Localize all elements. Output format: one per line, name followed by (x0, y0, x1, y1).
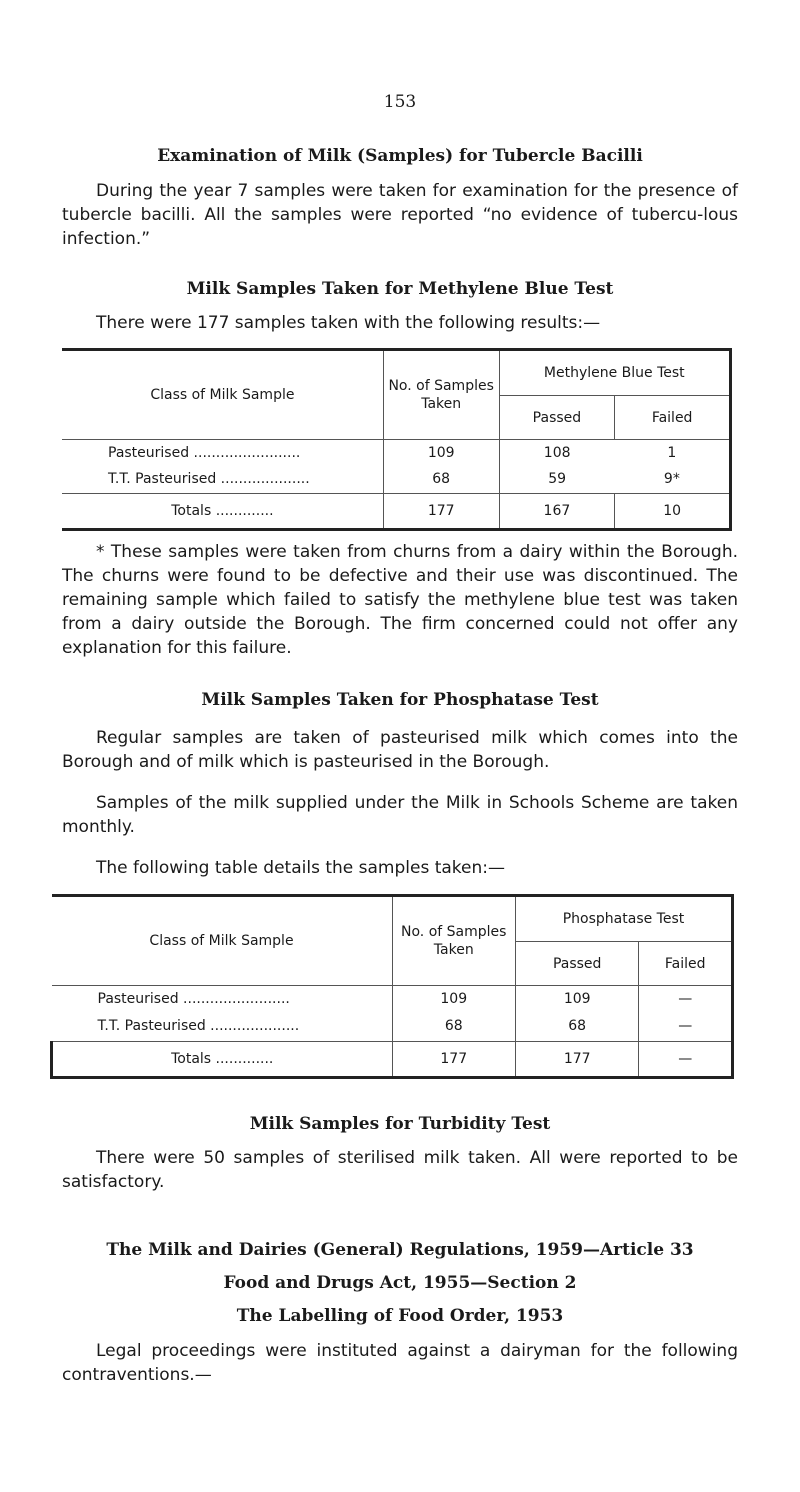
row-class: Pasteurised ........................ (108, 444, 301, 461)
totals-samples: 177 (383, 494, 499, 530)
row-passed: 68 (515, 1012, 638, 1042)
phosphatase-table (50, 894, 734, 1079)
row-failed: — (639, 1012, 733, 1042)
heading-turbidity: Milk Samples for Turbidity Test (249, 1114, 551, 1134)
paragraph-tubercle-bacilli: During the year 7 samples were taken for examination for the presence of tubercle bacilli. All the samples were reported “no evidence of tubercu-lous infection.” (62, 181, 738, 249)
heading-methylene-blue: Milk Samples Taken for Methylene Blue Test (186, 279, 614, 299)
heading-milk-dairies-regulations: The Milk and Dairies (General) Regulations, 1959—Article 33 (106, 1240, 694, 1260)
table-row (62, 440, 731, 466)
totals-row (52, 1042, 733, 1078)
header-samples-taken: No. of Samples Taken (392, 896, 515, 986)
totals-failed: — (639, 1042, 733, 1078)
heading-phosphatase: Milk Samples Taken for Phosphatase Test (201, 690, 599, 710)
header-phosphatase-group: Phosphatase Test (515, 896, 732, 942)
header-class: Class of Milk Sample (52, 896, 393, 986)
row-failed: 9* (615, 466, 731, 494)
row-passed: 59 (499, 466, 615, 494)
totals-samples: 177 (392, 1042, 515, 1078)
heading-labelling-order: The Labelling of Food Order, 1953 (236, 1306, 564, 1326)
table-row (62, 466, 731, 494)
row-samples: 109 (392, 986, 515, 1012)
totals-row (62, 494, 731, 530)
paragraph-phosphatase-1: Regular samples are taken of pasteurised milk which comes into the Borough and of milk which is pasteurised in the Borough. (62, 728, 738, 772)
totals-passed: 167 (499, 494, 615, 530)
paragraph-phosphatase-3: The following table details the samples taken:— (96, 858, 506, 878)
header-methylene-group: Methylene Blue Test (499, 350, 730, 396)
footnote-methylene: * These samples were taken from churns from a dairy within the Borough. The churns were found to be defective and their use was discontinued. The remaining sample which failed to satisfy the methylene blue test was taken from a dairy outside the Borough. The firm concerned could not offer any explanation for this failure. (62, 542, 738, 658)
header-passed: Passed (515, 942, 638, 986)
totals-label: Totals ............. (52, 1042, 393, 1078)
header-samples-taken: No. of Samples Taken (383, 350, 499, 440)
row-passed: 109 (515, 986, 638, 1012)
paragraph-turbidity: There were 50 samples of sterilised milk taken. All were reported to be satisfactory. (62, 1148, 738, 1192)
header-passed: Passed (499, 396, 615, 440)
paragraph-methylene-intro: There were 177 samples taken with the following results:— (96, 313, 601, 333)
row-samples: 68 (392, 1012, 515, 1042)
totals-failed: 10 (615, 494, 731, 530)
row-samples: 109 (383, 440, 499, 466)
row-class: Pasteurised ........................ (97, 990, 290, 1007)
row-class: T.T. Pasteurised .................... (62, 466, 383, 494)
row-samples: 68 (383, 466, 499, 494)
page-number: 153 (383, 92, 417, 112)
paragraph-phosphatase-2: Samples of the milk supplied under the Milk in Schools Scheme are taken monthly. (62, 793, 738, 837)
totals-label: Totals ............. (62, 494, 383, 530)
row-passed: 108 (499, 440, 615, 466)
paragraph-legal-proceedings: Legal proceedings were instituted against a dairyman for the following contraventions.— (62, 1341, 738, 1385)
row-failed: 1 (615, 440, 731, 466)
methylene-blue-table (62, 348, 732, 531)
header-failed: Failed (615, 396, 731, 440)
table-row (52, 1012, 733, 1042)
header-failed: Failed (639, 942, 733, 986)
row-class: T.T. Pasteurised .................... (52, 1012, 393, 1042)
table-row (52, 986, 733, 1012)
header-class: Class of Milk Sample (62, 350, 383, 440)
heading-food-drugs-act: Food and Drugs Act, 1955—Section 2 (223, 1273, 577, 1293)
heading-tubercle-bacilli: Examination of Milk (Samples) for Tubercle Bacilli (157, 146, 643, 166)
totals-passed: 177 (515, 1042, 638, 1078)
row-failed: — (639, 986, 733, 1012)
